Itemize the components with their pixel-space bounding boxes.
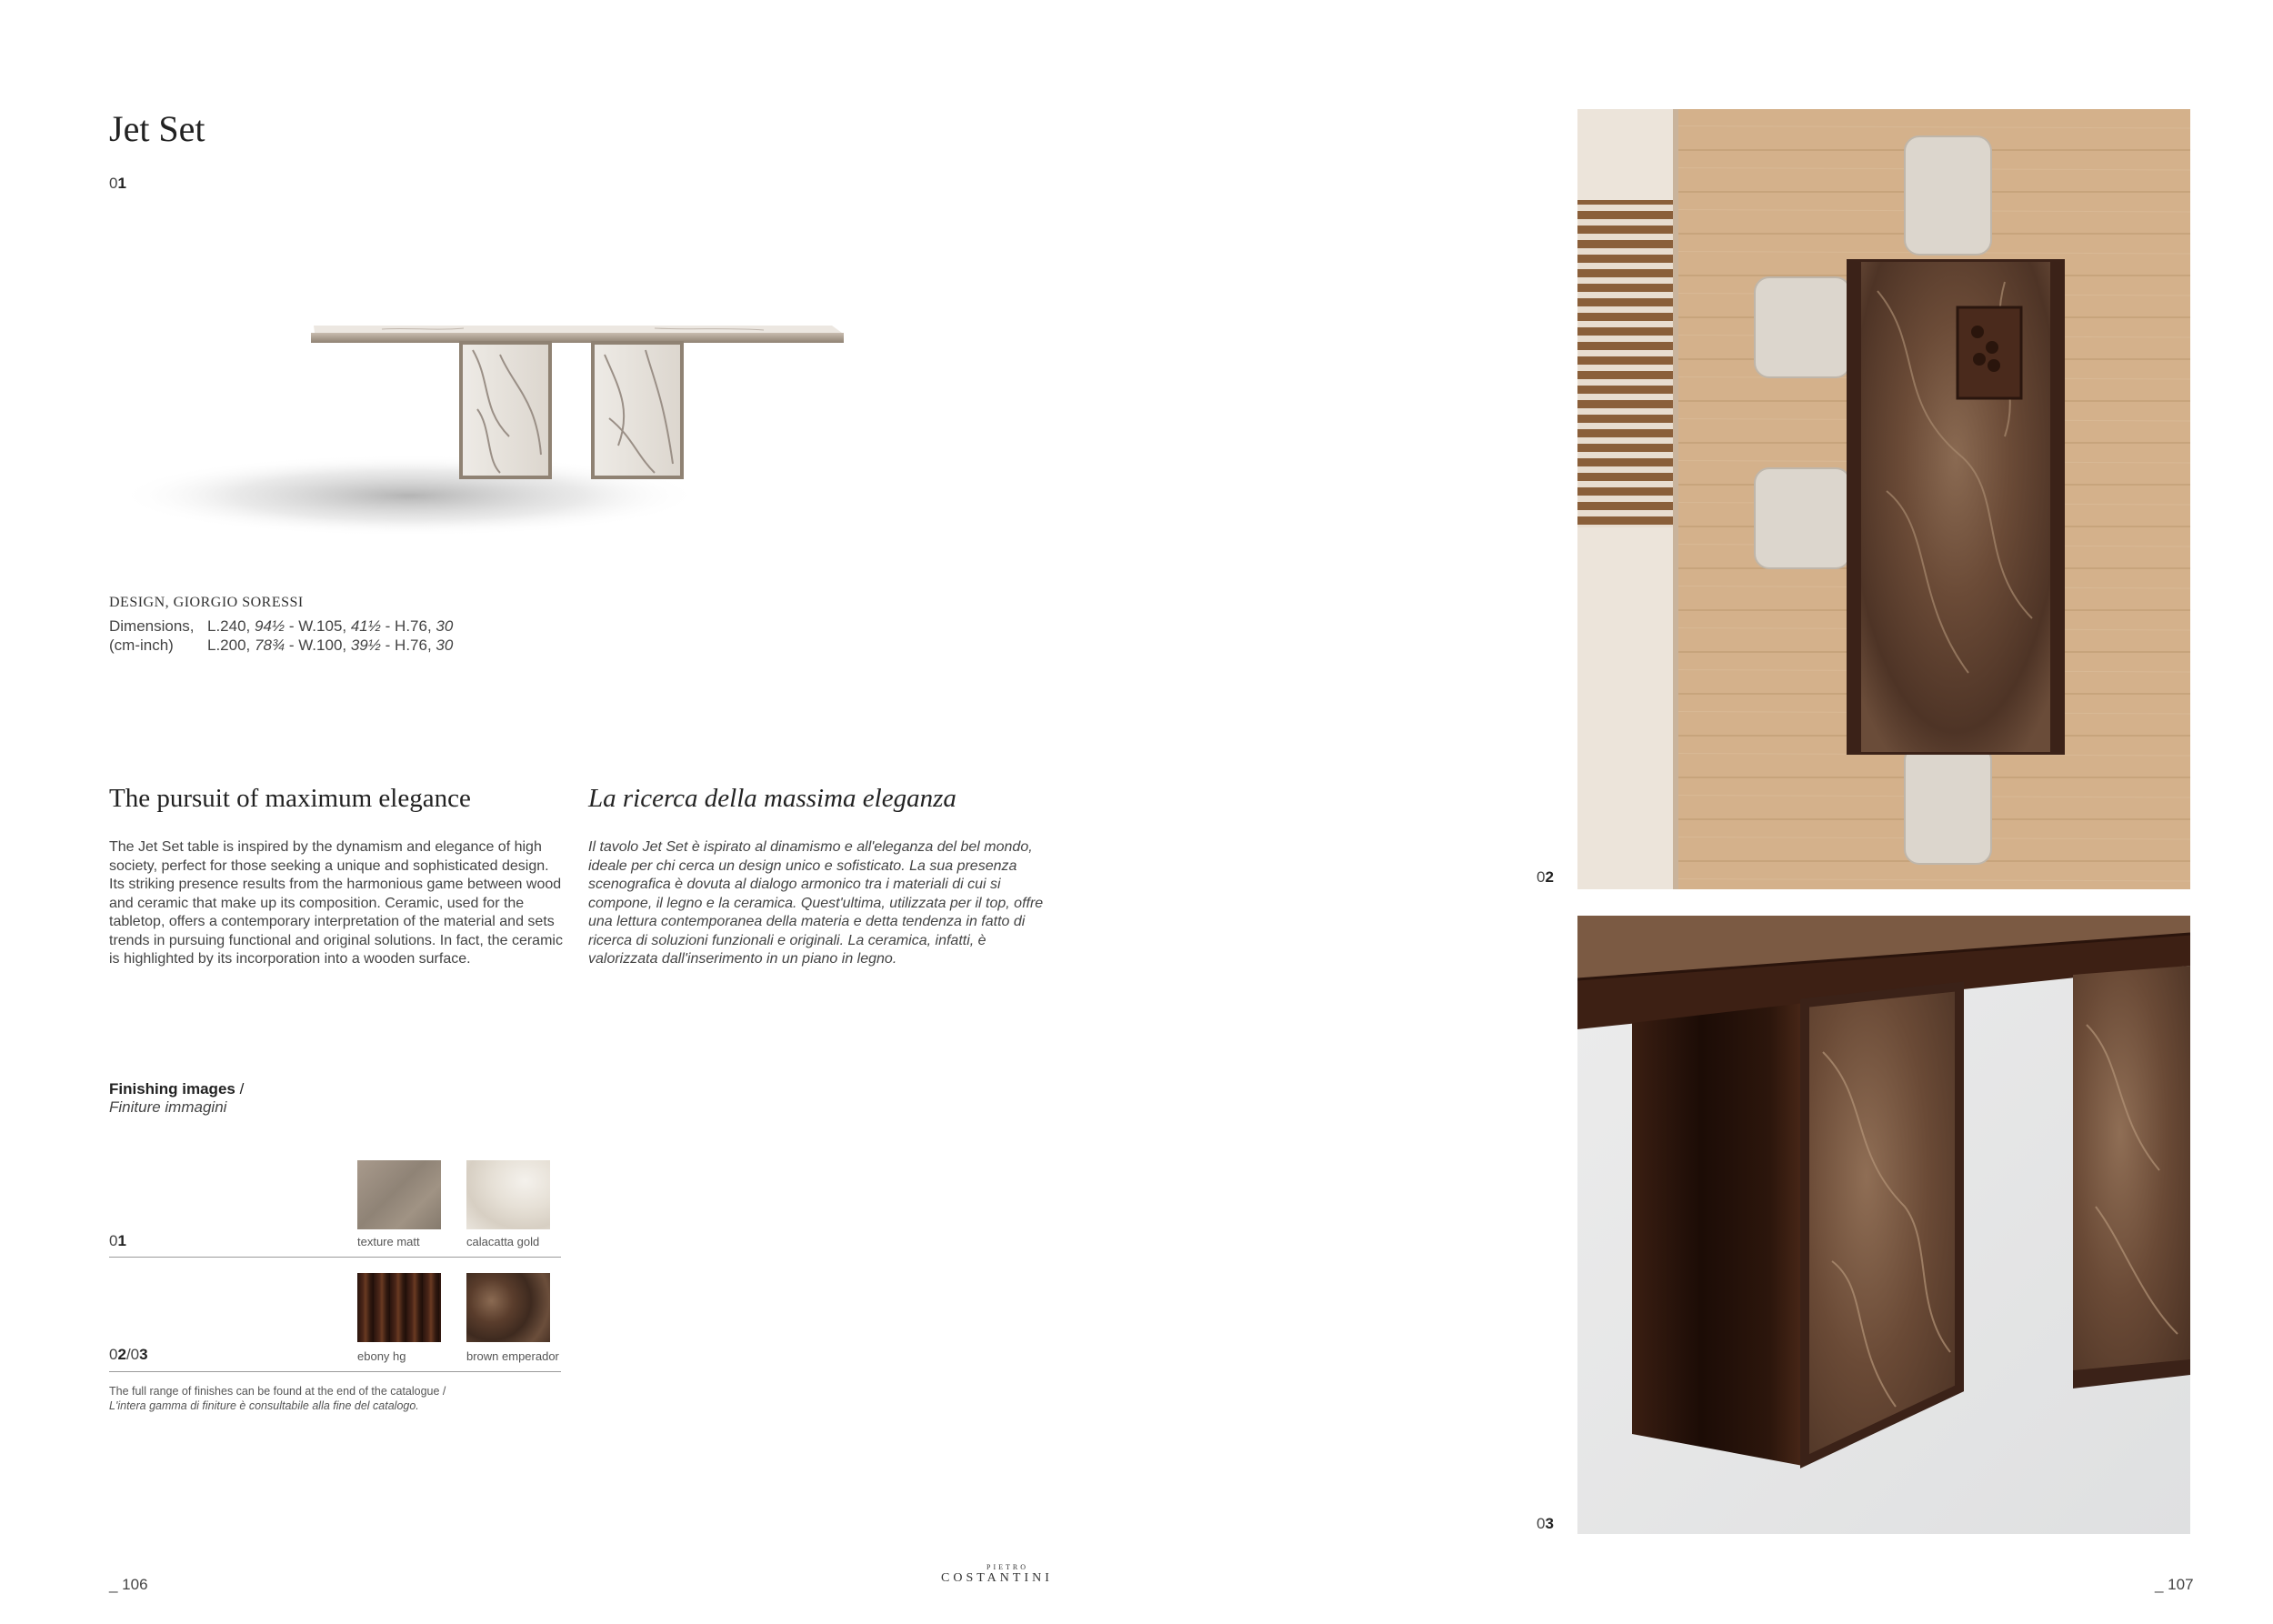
finishes-note: The full range of finishes can be found at the end of the catalogue / L'intera gamma di finiture è consultabile alla fine del catalogo. [109,1385,446,1412]
swatch-label: texture matt [357,1235,420,1248]
photo-detail-legs [1577,916,2190,1534]
dimensions-label: Dimensions, [109,617,195,635]
body-text-it: Il tavolo Jet Set è ispirato al dinamismo e all'eleganza del bel mondo, ideale per chi cerca un design unico e sofisticato. La sua presenza scenografica è dovuta al dialogo armonico tra i materiali di cui si compone, il legno e la ceramica. Quest'ultima, utilizzata per il top, offre una lettura contemporanea della materia e detta tendenza in fatto di ricerca di soluzioni funzionali e originali. La ceramica, infatti, è valorizzata dall'inserimento in un piano in legno. [588,839,1044,967]
dimensions-unit-label: (cm-inch) [109,637,174,654]
swatch-brown-emperador [466,1273,550,1342]
heading-en: The pursuit of maximum elegance [109,784,471,813]
divider [109,1371,561,1372]
product-image-table [109,300,873,546]
photo-top-view [1577,109,2190,889]
swatch-texture-matt [357,1160,441,1229]
swatch-label: calacatta gold [466,1235,540,1248]
dimensions-row-1: L.240, 94½ - W.105, 41½ - H.76, 30 [207,617,454,635]
heading-it: La ricerca della massima eleganza [588,784,956,813]
body-text-en: The Jet Set table is inspired by the dynamism and elegance of high society, perfect for those seeking a unique and sophisticated design. Its striking presence results from the harmonious game between wood and ceramic that make up its composition. Ceramic, used for the tabletop, offers a contemporary interpretation of the material and sets trends in pursuing functional and original solutions. In fact, the ceramic is highlighted by its incorporation into a wooden surface. [109,839,563,967]
dimensions-block [109,617,453,655]
product-number: 01 [109,175,126,192]
finish-group-number: 01 [109,1232,126,1249]
finishing-title: Finishing images / Finiture immagini [109,1080,245,1116]
page-number-right: _ 107 [2155,1576,2194,1593]
brand-logo: PIETRO COSTANTINI [941,1563,1053,1585]
divider [109,1257,561,1258]
designer-credit: DESIGN, GIORGIO SORESSI [109,595,304,610]
photo-number: 02 [1537,868,1554,886]
photo-number: 03 [1537,1515,1554,1532]
swatch-ebony-hg [357,1273,441,1342]
page-number-left: _ 106 [109,1576,148,1593]
swatch-label: ebony hg [357,1349,406,1363]
swatch-calacatta-gold [466,1160,550,1229]
swatch-label: brown emperador [466,1349,559,1363]
finish-group-number: 02/03 [109,1346,148,1363]
page-title: Jet Set [109,108,205,149]
dimensions-row-2: L.200, 78¾ - W.100, 39½ - H.76, 30 [207,637,454,654]
